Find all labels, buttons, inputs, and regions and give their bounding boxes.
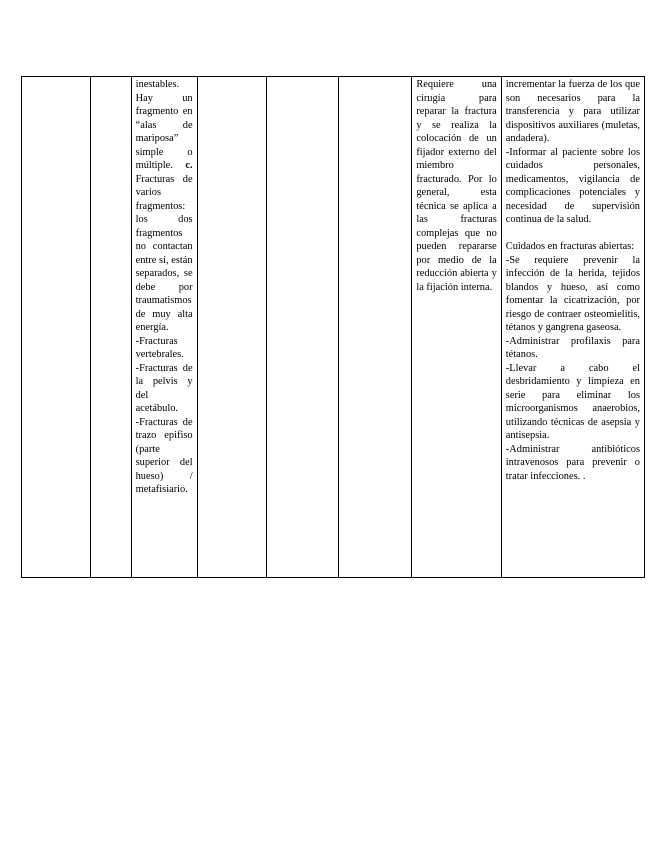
paragraph-spacer xyxy=(506,227,640,241)
fracture-types-rest: Fracturas de varios fragmentos: los dos fragmentos no contactan entre sí, están separados, se debe por traumatismos de muy alta energía. -Fracturas vertebrales. -Fracturas de la pelvis y del acetábulo. -Fracturas de trazo epifiso (parte superior del hueso) / metafisiario. xyxy=(135,173,193,495)
nursing-care-para1: incrementar la fuerza de los que son necesarios para la transferencia y para utilizar dispositivos auxiliares (muletas, andadera). -Informar al paciente sobre los cuidados personales, medicamentos, vigilancia de complicaciones potenciales y necesidad de supervisión continua de la salud. xyxy=(505,79,640,225)
empty-cell-2 xyxy=(91,77,131,578)
fracture-types-intro: inestables. Hay un fragmento en “alas de mariposa” simple o múltiple. xyxy=(135,79,193,171)
table-row xyxy=(22,77,645,578)
empty-cell-1 xyxy=(22,77,91,578)
external-fixation-text: Requiere una cirugía para reparar la fractura y se realiza la colocación de un fijador externo del miembro fracturado. Por lo general, esta técnica se aplica a las fracturas complejas que no pueden repararse por medio de la reducción abierta y la fijación interna. xyxy=(416,79,497,293)
care-plan-table xyxy=(21,76,645,578)
treatment-cell xyxy=(412,77,501,578)
empty-cell-5 xyxy=(266,77,338,578)
fracture-types-cell xyxy=(131,77,197,578)
open-fracture-care-text: Cuidados en fracturas abiertas: -Se requiere prevenir la infección de la herida, tejidos blandos y hueso, así como fomentar la cicatrización, por riesgo de contraer osteomielitis, tétanos y gangrena gaseosa. -Administrar profilaxis para tétanos. -Llevar a cabo el desbridamiento y limpieza en serie para eliminar los microorganismos anaerobios, utilizando técnicas de asepsia y antisepsia. -Administrar antibióticos intravenosos para prevenir o tratar infecciones. . xyxy=(505,241,640,482)
nursing-care-cell xyxy=(501,77,644,578)
list-marker-c: c. xyxy=(185,160,193,171)
empty-cell-6 xyxy=(338,77,412,578)
empty-cell-4 xyxy=(197,77,266,578)
